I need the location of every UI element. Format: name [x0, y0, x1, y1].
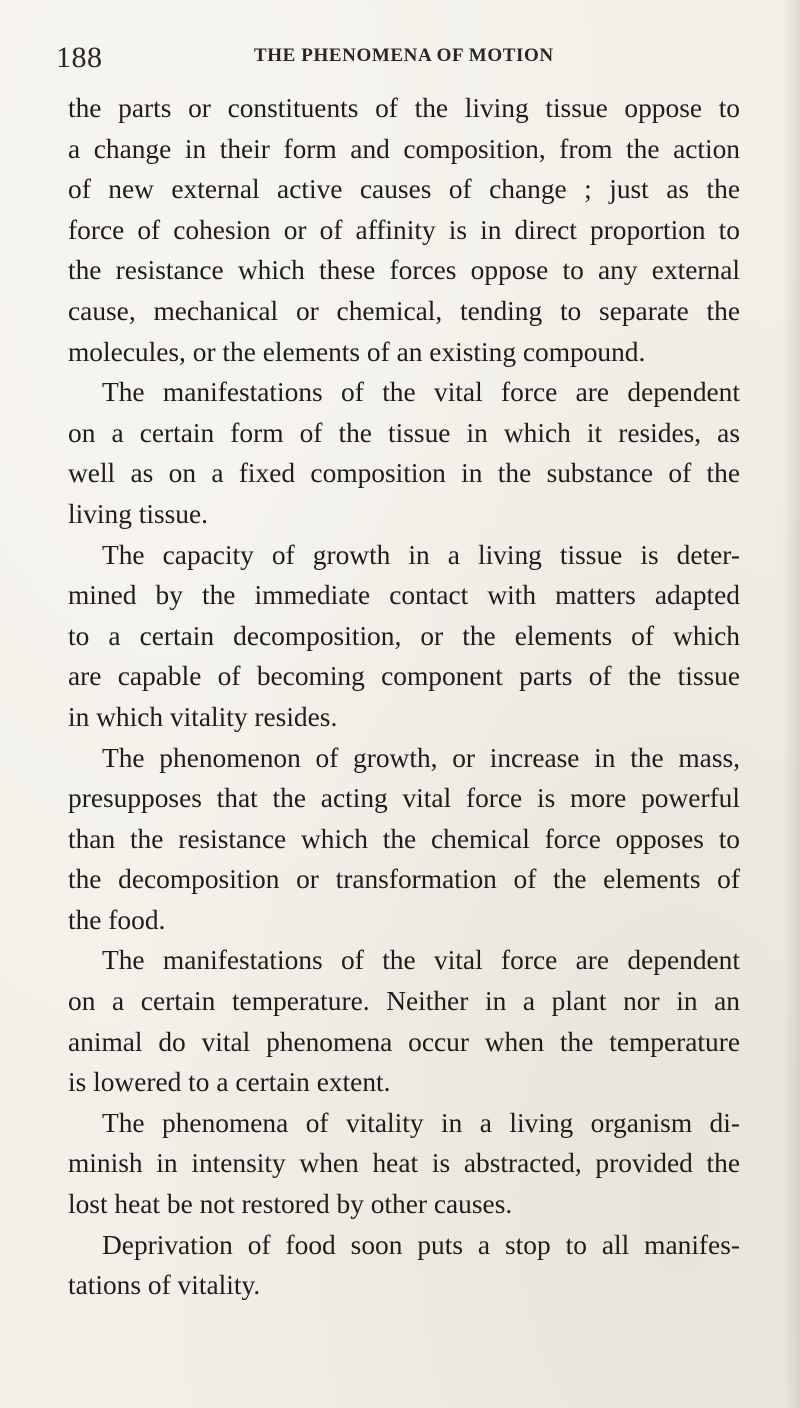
text-line: the decomposition or transformation of the elements of: [68, 864, 740, 895]
paragraph-start-line: The capacity of growth in a living tissue is deter-: [102, 539, 740, 570]
text-line: on a certain form of the tissue in which it resides, as: [68, 417, 740, 448]
text-line: molecules, or the elements of an existing compound.: [68, 336, 646, 367]
text-line: living tissue.: [68, 498, 209, 529]
body-text: [68, 88, 740, 1306]
text-line: the resistance which these forces oppose to any external: [68, 255, 740, 286]
running-head: THE PHENOMENA OF MOTION: [254, 45, 554, 66]
text-line: lost heat be not restored by other causes.: [68, 1189, 513, 1220]
text-line: animal do vital phenomena occur when the temperature: [68, 1026, 740, 1057]
page-edge-shadow: [782, 0, 800, 1408]
text-line: well as on a fixed composition in the substance of the: [68, 458, 740, 489]
text-line: a change in their form and composition, from the action: [68, 133, 740, 164]
paragraph-start-line: The phenomenon of growth, or increase in the mass,: [102, 742, 740, 773]
page-header: [56, 38, 746, 78]
text-line: in which vitality resides.: [68, 701, 338, 732]
page-number: 188: [56, 41, 103, 74]
text-line: the parts or constituents of the living tissue oppose to: [68, 93, 740, 123]
text-line: tations of vitality.: [68, 1270, 261, 1301]
text-line: is lowered to a certain extent.: [68, 1067, 391, 1098]
text-line: force of cohesion or of affinity is in direct proportion to: [68, 214, 740, 245]
text-line: than the resistance which the chemical force opposes to: [68, 823, 740, 854]
text-line: the food.: [68, 904, 166, 935]
paragraph-start-line: The manifestations of the vital force are dependent: [102, 945, 740, 976]
text-line: mined by the immediate contact with matters adapted: [68, 580, 740, 611]
text-line: of new external active causes of change ; just as the: [68, 174, 740, 205]
text-line: presupposes that the acting vital force is more powerful: [68, 783, 740, 814]
paragraph-start-line: Deprivation of food soon puts a stop to all manifes-: [102, 1229, 740, 1260]
text-line: to a certain decomposition, or the elements of which: [68, 620, 740, 651]
text-line: minish in intensity when heat is abstracted, provided the: [68, 1148, 740, 1179]
text-line: on a certain temperature. Neither in a plant nor in an: [68, 986, 740, 1017]
paragraph-start-line: The manifestations of the vital force are dependent: [102, 377, 740, 408]
text-line: are capable of becoming component parts of the tissue: [68, 661, 740, 692]
paragraph-start-line: The phenomena of vitality in a living organism di-: [102, 1107, 740, 1138]
text-line: cause, mechanical or chemical, tending to separate the: [68, 295, 740, 326]
